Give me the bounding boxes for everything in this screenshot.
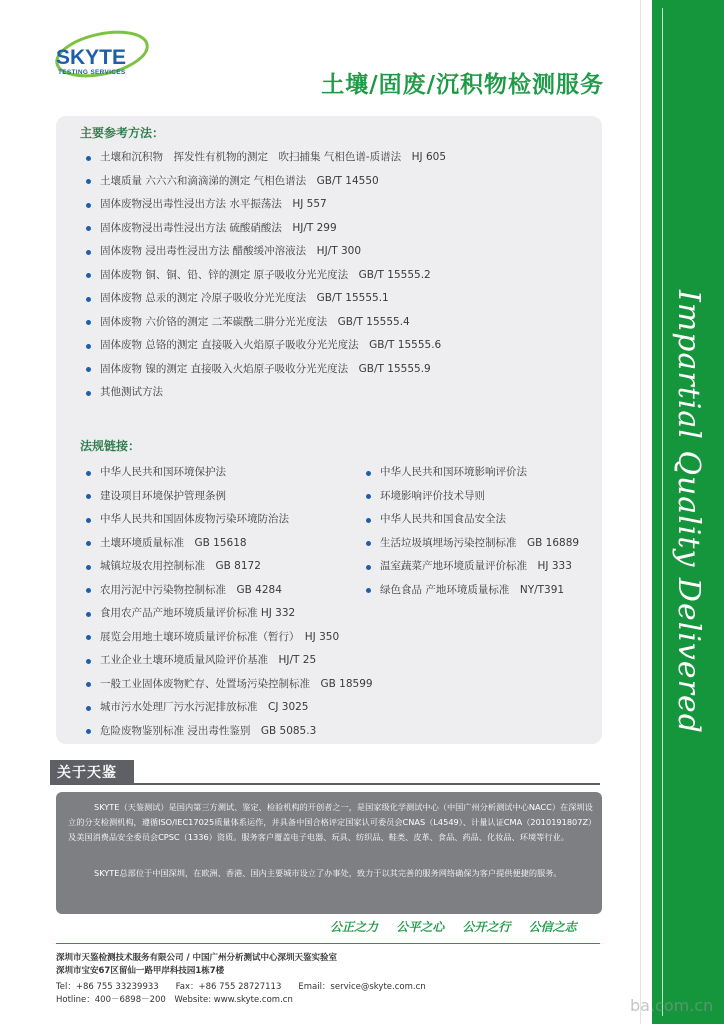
list-item-text: 城镇垃圾农用控制标准 GB 8172 xyxy=(100,560,261,572)
bullet-icon xyxy=(86,320,91,325)
bullet-icon xyxy=(86,367,91,372)
list-item xyxy=(86,240,446,264)
bullet-icon xyxy=(86,297,91,302)
list-item-text: 绿色食品 产地环境质量标准 NY/T391 xyxy=(380,583,565,596)
logo-subtitle: TESTING SERVICES xyxy=(58,69,126,76)
list-item xyxy=(86,170,446,194)
list-item xyxy=(86,358,446,382)
list-item xyxy=(86,287,446,311)
list-item-text: 一般工业固体废物贮存、处置场污染控制标准 GB 18599 xyxy=(100,677,373,690)
bullet-icon xyxy=(86,179,91,184)
list-item-text: 中华人民共和国环境影响评价法 xyxy=(380,466,527,478)
list-item xyxy=(366,555,579,579)
logo-name: SKYTE xyxy=(56,46,127,69)
list-item-text: 生活垃圾填埋场污染控制标准 GB 16889 xyxy=(380,536,580,549)
bullet-icon xyxy=(366,494,371,499)
list-item-text: 固体废物 铜、铜、铅、锌的测定 原子吸收分光光度法 GB/T 15555.2 xyxy=(100,268,431,281)
skyte-logo xyxy=(52,26,152,82)
list-item-text: 建设项目环境保护管理条例 xyxy=(100,489,226,502)
bullet-icon xyxy=(86,518,91,523)
bullet-icon xyxy=(86,729,91,734)
list-item xyxy=(86,673,373,697)
methods-list xyxy=(86,146,446,405)
list-item xyxy=(366,579,579,603)
bullet-icon xyxy=(86,541,91,546)
list-item xyxy=(366,508,579,532)
list-item xyxy=(86,720,373,744)
bullet-icon xyxy=(366,541,371,546)
footer-address: 深圳市宝安67区留仙一路甲岸科技园1栋7楼 xyxy=(56,966,225,976)
bullet-icon xyxy=(86,226,91,231)
list-item-text: 中华人民共和国固体废物污染环境防治法 xyxy=(100,513,289,525)
list-item-text: 固体废物 总铬的测定 直接吸入火焰原子吸收分光光度法 GB/T 15555.6 xyxy=(100,339,442,351)
bullet-icon xyxy=(366,471,371,476)
bullet-icon xyxy=(366,518,371,523)
list-item xyxy=(86,146,446,170)
list-item-text: 固体废物 总汞的测定 冷原子吸收分光光度法 GB/T 15555.1 xyxy=(100,292,389,304)
bullet-icon xyxy=(86,659,91,664)
list-item xyxy=(86,555,373,579)
bullet-icon xyxy=(86,682,91,687)
slogans xyxy=(330,918,606,935)
list-item-text: 展览会用地土壤环境质量评价标准（暂行） HJ 350 xyxy=(100,630,340,643)
bullet-icon xyxy=(86,391,91,396)
bullet-icon xyxy=(86,250,91,255)
footer-company: 深圳市天鉴检测技术服务有限公司 / 中国广州分析测试中心深圳天鉴实验室 xyxy=(56,953,338,963)
page-edge-line xyxy=(640,0,641,1024)
about-paragraph-2: SKYTE总部位于中国深圳，在欧洲、香港、国内主要城市设立了办事处，致力于以其完善的服务网络确保为客户提供便捷的服务。 xyxy=(94,868,562,878)
list-item-text: 中华人民共和国环境保护法 xyxy=(100,466,226,478)
list-item xyxy=(86,649,373,673)
list-item xyxy=(366,485,579,509)
bullet-icon xyxy=(86,635,91,640)
list-item xyxy=(366,532,579,556)
list-item-text: 土壤和沉积物 挥发性有机物的测定 吹扫捕集 气相色谱-质谱法 HJ 605 xyxy=(100,151,446,163)
list-item-text: 工业企业土壤环境质量风险评价基准 HJ/T 25 xyxy=(100,654,317,666)
watermark: ba.com.cn xyxy=(630,996,714,1015)
list-item-text: 固体废物 六价铬的测定 二苯碳酰二肼分光光度法 GB/T 15555.4 xyxy=(100,315,410,328)
bullet-icon xyxy=(86,565,91,570)
list-item-text: 其他测试方法 xyxy=(100,386,163,398)
bullet-icon xyxy=(86,273,91,278)
list-item xyxy=(86,579,373,603)
about-title: 关于天鉴 xyxy=(57,765,117,781)
about-paragraph-1: SKYTE（天鉴测试）是国内第三方测试、鉴定、检验机构的开创者之一，是国家级化学测试中心（中国广州分析测试中心NACC）在深圳设立的分支检测机构，遵循ISO/IEC17025质量体系运作，并具备中国合格评定国家认可委员会CNAS（L4549）、计量认证CMA（2010191807Z）及美国消费品安全委员会CPSC（1336）资质。服务客户覆盖电子电器、玩具、纺织品、鞋类、皮革、食品、药品、化妆品、环境等行业。 xyxy=(68,802,597,842)
list-item-text: 固体废物 浸出毒性浸出方法 醋酸缓冲溶液法 HJ/T 300 xyxy=(100,245,361,257)
list-item xyxy=(86,193,446,217)
regulations-list-left xyxy=(86,461,373,743)
list-item-text: 危险废物鉴别标准 浸出毒性鉴别 GB 5085.3 xyxy=(100,724,317,737)
page-title: 土壤/固废/沉积物检测服务 xyxy=(321,72,604,98)
list-item xyxy=(366,461,579,485)
bullet-icon xyxy=(86,588,91,593)
side-slogan: Impartial Quality Delivered xyxy=(671,290,706,734)
slogan-3: 公开之行 xyxy=(462,920,511,934)
bullet-icon xyxy=(86,203,91,208)
list-item xyxy=(86,381,446,405)
slogan-1: 公正之力 xyxy=(330,920,379,934)
bullet-icon xyxy=(86,612,91,617)
list-item-text: 环境影响评价技术导则 xyxy=(380,489,485,502)
list-item-text: 农用污泥中污染物控制标准 GB 4284 xyxy=(100,583,282,596)
list-item-text: 城市污水处理厂污水污泥排放标准 CJ 3025 xyxy=(100,701,309,713)
bullet-icon xyxy=(86,344,91,349)
list-item xyxy=(86,311,446,335)
bullet-icon xyxy=(86,706,91,711)
slogan-4: 公信之志 xyxy=(528,920,577,934)
list-item xyxy=(86,508,373,532)
list-item-text: 温室蔬菜产地环境质量评价标准 HJ 333 xyxy=(380,560,572,572)
slogan-2: 公平之心 xyxy=(396,920,445,934)
side-bar-line xyxy=(662,8,663,1016)
list-item-text: 食用农产品产地环境质量评价标准 HJ 332 xyxy=(100,607,296,619)
list-item xyxy=(86,334,446,358)
regulations-list-right xyxy=(366,461,579,602)
list-item-text: 固体废物 镍的测定 直接吸入火焰原子吸收分光光度法 GB/T 15555.9 xyxy=(100,362,431,375)
list-item xyxy=(86,532,373,556)
list-item-text: 固体废物浸出毒性浸出方法 硫酸硝酸法 HJ/T 299 xyxy=(100,221,337,234)
list-item xyxy=(86,696,373,720)
list-item xyxy=(86,626,373,650)
footer-contact: Tel：+86 755 33239933 Fax：+86 755 28727113 Email：service@skyte.com.cn xyxy=(56,982,426,992)
bullet-icon xyxy=(86,494,91,499)
methods-title: 主要参考方法： xyxy=(80,126,165,140)
list-item xyxy=(86,461,373,485)
bullet-icon xyxy=(86,156,91,161)
list-item-text: 土壤质量 六六六和滴滴涕的测定 气相色谱法 GB/T 14550 xyxy=(100,174,379,187)
footer-hotline: Hotline：400－6898－200 Website: www.skyte.com.cn xyxy=(56,995,293,1005)
list-item xyxy=(86,602,373,626)
regulations-title: 法规链接： xyxy=(80,439,141,453)
list-item xyxy=(86,485,373,509)
about-tab-line xyxy=(50,783,600,785)
bullet-icon xyxy=(366,588,371,593)
list-item-text: 中华人民共和国食品安全法 xyxy=(380,513,506,525)
bullet-icon xyxy=(366,565,371,570)
footer-divider xyxy=(56,943,600,944)
bullet-icon xyxy=(86,471,91,476)
list-item-text: 土壤环境质量标准 GB 15618 xyxy=(100,536,247,549)
list-item xyxy=(86,217,446,241)
list-item xyxy=(86,264,446,288)
list-item-text: 固体废物浸出毒性浸出方法 水平振荡法 HJ 557 xyxy=(100,198,327,210)
